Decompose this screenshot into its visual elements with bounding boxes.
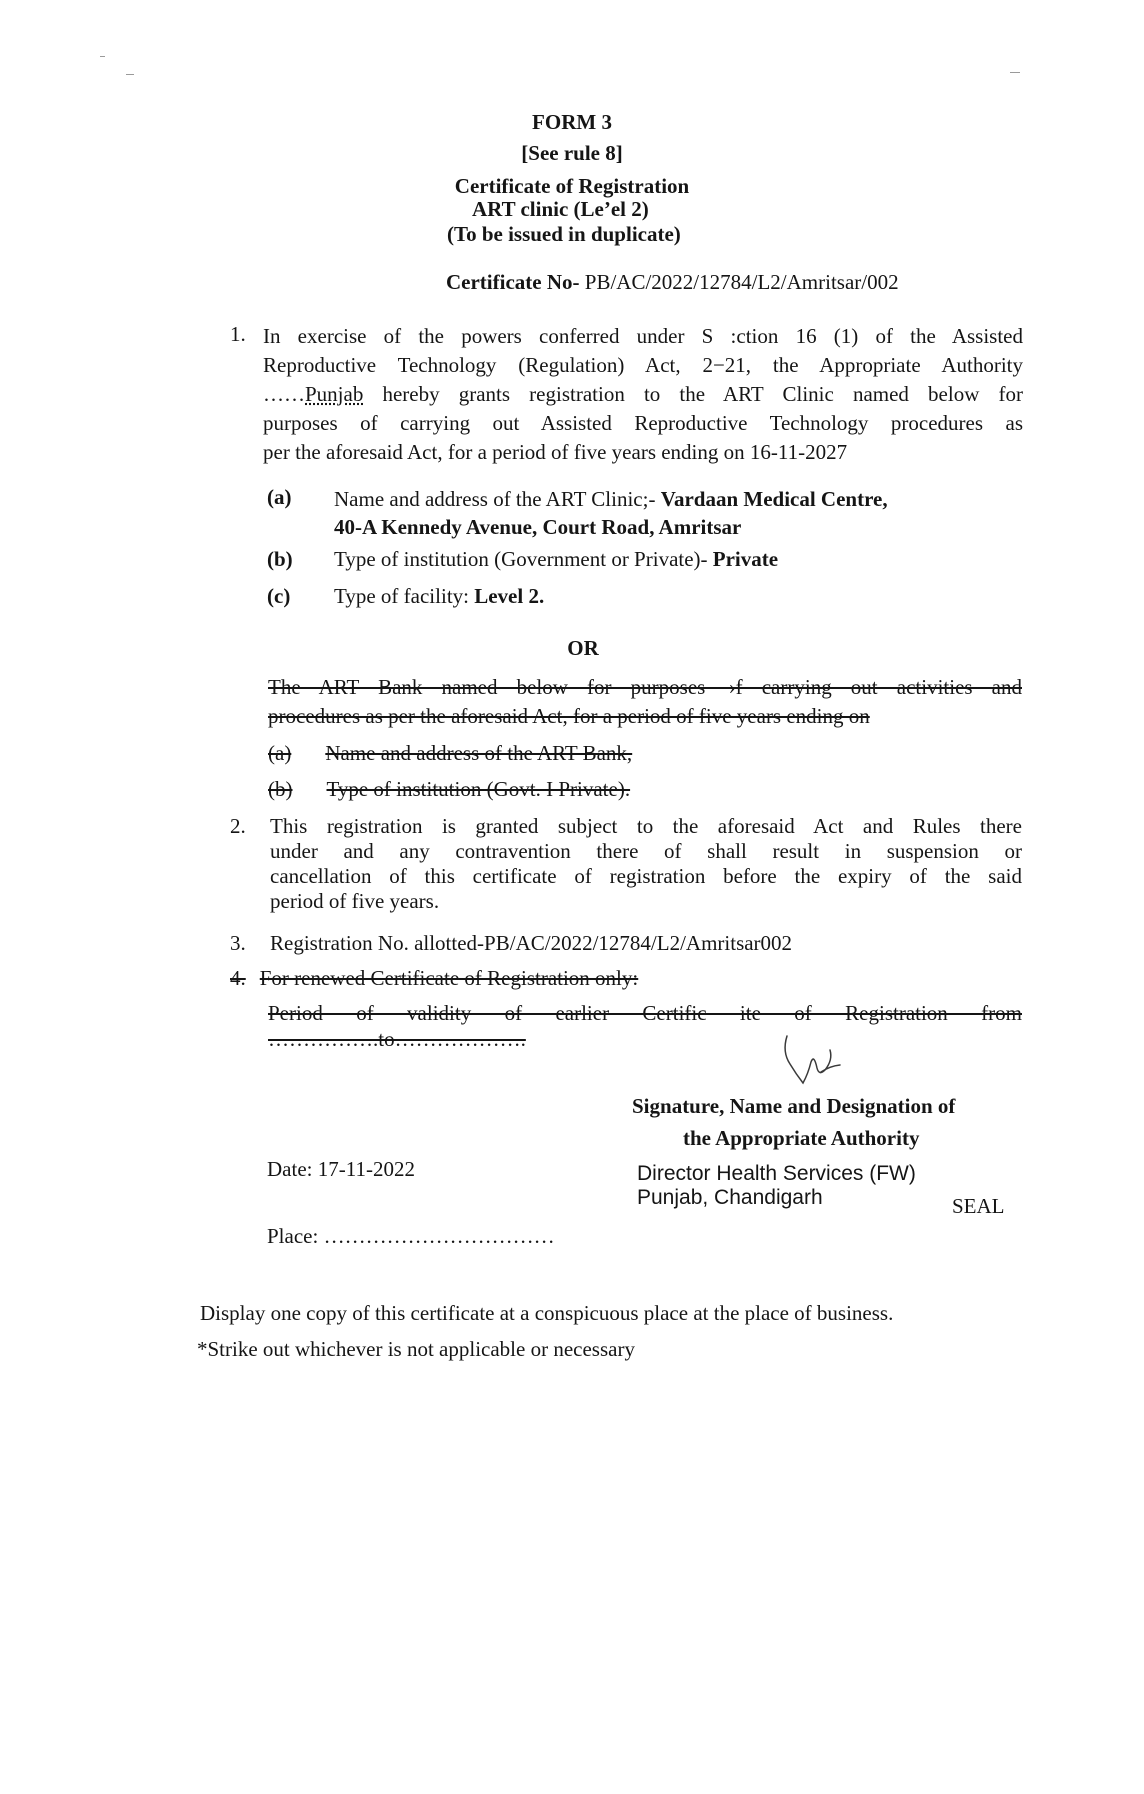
para2-number: 2.: [230, 814, 246, 838]
clinic-name-address: [334, 485, 888, 541]
dotted-lead: ……: [263, 382, 305, 406]
strike-note: *Strike out whichever is not applicable or necessary: [197, 1337, 635, 1361]
para4-text: [268, 1000, 1022, 1052]
issue-date: [267, 1157, 415, 1182]
para1-line: In exercise of the powers conferred under S :ction 16 (1) of the Assisted: [263, 324, 1023, 348]
para4-heading: [230, 966, 638, 991]
para4-heading-text: For renewed Certificate of Registration only:: [259, 966, 639, 990]
registration-number: [270, 931, 792, 956]
item-text: Name and address of the ART Bank,: [325, 741, 633, 765]
authority-location: Punjab, Chandigarh: [637, 1186, 823, 1209]
item-gap: [291, 741, 325, 766]
art-bank-line: The ART Bank named below for purposes ›f carrying out activities and: [268, 675, 1022, 699]
clinic-name: Vardaan Medical Centre,: [660, 487, 888, 511]
certificate-number-label: Certificate No-: [446, 270, 580, 294]
signature-caption: Signature, Name and Designation of: [632, 1094, 956, 1118]
registration-number-label: Registration No. allotted-: [270, 931, 485, 955]
para3-number: 3.: [230, 931, 246, 955]
authority-designation: Director Health Services (FW): [637, 1162, 916, 1185]
item-text: Type of institution (Government or Private)-: [334, 547, 713, 571]
para1-line3-rest: hereby grants registration to the ART Clinic named below for: [363, 382, 1023, 406]
seal-label: SEAL: [952, 1194, 1005, 1218]
art-bank-item: [268, 777, 630, 802]
item-label: (b): [268, 777, 293, 801]
issue-place: [267, 1224, 555, 1249]
scan-speck: [100, 56, 105, 57]
para1-text: [263, 322, 1023, 467]
certificate-title: Certificate of Registration: [454, 174, 690, 198]
duplicate-note: (To be issued in duplicate): [447, 222, 681, 246]
para4-number: 4.: [230, 966, 246, 990]
item-gap: [293, 777, 327, 802]
item-text: Type of facility:: [334, 584, 475, 608]
art-bank-line: procedures as per the aforesaid Act, for a period of five years ending on: [268, 704, 870, 728]
issue-place-label: Place:: [267, 1224, 324, 1248]
institution-type: [334, 547, 778, 572]
item-text: Name and address of the ART Clinic;-: [334, 487, 661, 511]
para1-line: Reproductive Technology (Regulation) Act, 2−21, the Appropriate Authority: [263, 353, 1023, 377]
item-gap: [246, 966, 260, 991]
rule-reference: [See rule 8]: [521, 141, 623, 165]
display-note: Display one copy of this certificate at a conspicuous place at the place of business.: [200, 1301, 894, 1325]
issue-date-value: 17-11-2022: [317, 1157, 415, 1181]
para1-number: 1.: [230, 322, 246, 346]
registration-number-value: PB/AC/2022/12784/L2/Amritsar002: [484, 931, 793, 955]
or-separator: OR: [567, 636, 599, 660]
item-text: Type of institution (Govt. I Private).: [326, 777, 631, 801]
para1-line: purposes of carrying out Assisted Reproductive Technology procedures as: [263, 411, 1023, 435]
authority-signature: [778, 1030, 858, 1092]
art-bank-item: [268, 741, 632, 766]
para2-line: under and any contravention there of shall result in suspension or: [270, 839, 1022, 863]
item-label: (a): [267, 485, 292, 509]
clinic-address: 40-A Kennedy Avenue, Court Road, Amritsar: [334, 515, 742, 539]
authority-name: Punjab: [305, 382, 364, 406]
para1-line: per the aforesaid Act, for a period of five years ending on 16-11-2027: [263, 440, 848, 464]
form-title: FORM 3: [532, 110, 612, 134]
para2-line: cancellation of this certificate of registration before the expiry of the said: [270, 864, 1022, 888]
para2-line: period of five years.: [270, 889, 440, 913]
para4-line: Period of validity of earlier Certific ite of Registration from: [268, 1001, 1022, 1025]
certificate-number: [446, 270, 899, 295]
item-label: (a): [268, 741, 292, 765]
facility-type-value: Level 2.: [474, 584, 545, 608]
scan-speck: [1010, 72, 1020, 73]
issue-date-label: Date:: [267, 1157, 318, 1181]
para1-line: [263, 380, 1023, 409]
scan-speck: [126, 74, 134, 75]
para2-text: [270, 814, 1022, 914]
clinic-level: ART clinic (Le’el 2): [472, 197, 649, 221]
para4-line: …………….to……………….: [268, 1027, 526, 1051]
para2-line: This registration is granted subject to the aforesaid Act and Rules there: [270, 814, 1022, 838]
issue-place-value: ……………………………: [323, 1224, 555, 1248]
item-label: (c): [267, 584, 291, 608]
signature-caption-2: the Appropriate Authority: [683, 1126, 920, 1150]
facility-type: [334, 584, 544, 609]
certificate-number-value: PB/AC/2022/12784/L2/Amritsar/002: [579, 270, 899, 294]
institution-type-value: Private: [712, 547, 779, 571]
item-label: (b): [267, 547, 293, 571]
art-bank-text: [268, 673, 1022, 731]
